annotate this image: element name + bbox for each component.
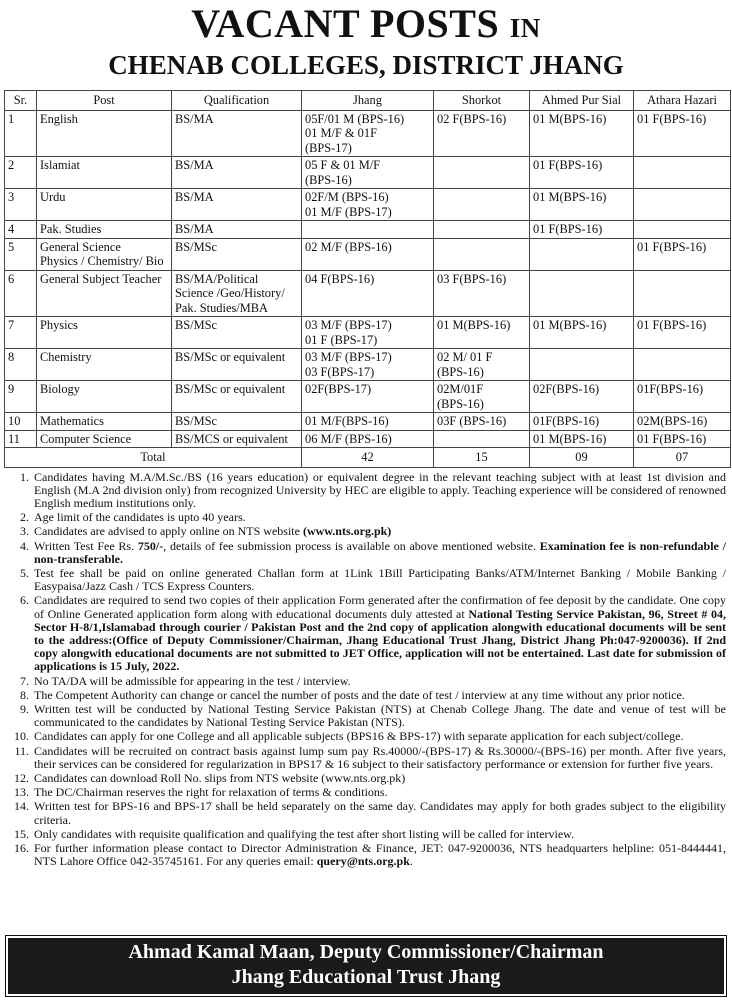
cell-sr: 1 [5, 110, 37, 157]
note-text: Age limit of the candidates is upto 40 years. [34, 510, 246, 525]
cell-jhang: 02F/M (BPS-16) 01 M/F (BPS-17) [302, 189, 434, 221]
note-text: The DC/Chairman reserves the right for relaxation of terms & conditions. [34, 785, 388, 800]
cell-qualification: BS/MA [172, 157, 302, 189]
cell-sr: 9 [5, 381, 37, 413]
page-subtitle: CHENAB COLLEGES, DISTRICT JHANG [108, 50, 624, 80]
note-text: , details of fee submission process is available on above mentioned website. [163, 538, 540, 553]
total-jhang: 42 [302, 448, 434, 468]
cell-shorkot [434, 221, 530, 239]
cell-jhang: 06 M/F (BPS-16) [302, 430, 434, 448]
cell-ahmed-pur-sial: 01 F(BPS-16) [530, 221, 634, 239]
note-item [32, 800, 726, 826]
note-text: Written test for BPS-16 and BPS-17 shall be held separately on the same day. Candidates may apply for both grades subject to the eligibility criteria. [34, 799, 726, 827]
cell-ahmed-pur-sial: 01 M(BPS-16) [530, 189, 634, 221]
note-item [32, 703, 726, 729]
table-row [5, 189, 731, 221]
note-text: For further information please contact to Director Administration & Finance, JET: 047-9200036, NTS headquarters helpline: 051-8444441, NTS Lahore Office 042-35745161. For any queries email: [34, 840, 726, 869]
cell-ahmed-pur-sial: 02F(BPS-16) [530, 381, 634, 413]
cell-jhang: 02 M/F (BPS-16) [302, 238, 434, 270]
cell-shorkot: 01 M(BPS-16) [434, 317, 530, 349]
note-item [32, 675, 726, 688]
cell-shorkot: 02 M/ 01 F (BPS-16) [434, 349, 530, 381]
cell-qualification: BS/MA/Political Science /Geo/History/ Pak. Studies/MBA [172, 270, 302, 317]
cell-shorkot: 03 F(BPS-16) [434, 270, 530, 317]
table-header-row [5, 91, 731, 111]
cell-post: Urdu [37, 189, 172, 221]
note-text: Test fee shall be paid on online generated Challan form at 1Link 1Bill Participating Banks/ATM/Internet Banking / Mobile Banking / Easypaisa/Jazz Cash / TCS Express Counters. [34, 565, 726, 594]
note-item [32, 842, 726, 868]
note-text: Candidates can download Roll No. slips from NTS website (www.nts.org.pk) [34, 770, 406, 785]
cell-post: Physics [37, 317, 172, 349]
note-bold-text: National Testing Service Pakistan, 96, Street # 04, Sector H-8/1,Islamabad through courier / Pakistan Post and the 2nd copy of application alongwith educational documents will be sent to the address:(Office of Deputy Commissioner/Chairman, Jhang Educational Trust Jhang, District Jhang Ph:047-9200036). If 2nd copy alongwith educational documents are not submitted to JET Office, application will not be entertained. Last date for submission of applications is 15 July, 2022. [34, 606, 726, 674]
note-text: Written Test Fee Rs. [34, 538, 138, 553]
footer-organization: Jhang Educational Trust Jhang [231, 966, 501, 988]
signature-footer [6, 936, 726, 996]
note-text: Only candidates with requisite qualification and qualifying the test after short listing will be called for interview. [34, 826, 575, 841]
cell-sr: 2 [5, 157, 37, 189]
cell-qualification: BS/MA [172, 221, 302, 239]
cell-shorkot [434, 430, 530, 448]
cell-shorkot: 02M/01F (BPS-16) [434, 381, 530, 413]
note-text: Candidates are advised to apply online on NTS website [34, 524, 303, 539]
page [0, 1, 732, 988]
cell-post: Computer Science [37, 430, 172, 448]
table-row [5, 221, 731, 239]
cell-post: Islamiat [37, 157, 172, 189]
note-item [32, 567, 726, 593]
note-item [32, 594, 726, 673]
cell-post: Chemistry [37, 349, 172, 381]
cell-post: General Subject Teacher [37, 270, 172, 317]
total-shorkot: 15 [434, 448, 530, 468]
note-item [32, 745, 726, 771]
terms-list [0, 471, 732, 869]
cell-jhang: 03 M/F (BPS-17) 03 F(BPS-17) [302, 349, 434, 381]
cell-athara-hazari: 01 F(BPS-16) [634, 430, 731, 448]
cell-athara-hazari: 01 F(BPS-16) [634, 317, 731, 349]
table-row [5, 157, 731, 189]
table-row [5, 413, 731, 431]
cell-shorkot [434, 238, 530, 270]
note-text: The Competent Authority can change or cancel the number of posts and the date of test / interview at any time without any prior notice. [34, 687, 685, 702]
table-row [5, 238, 731, 270]
note-text: . [409, 854, 413, 869]
cell-athara-hazari: 02M(BPS-16) [634, 413, 731, 431]
cell-qualification: BS/MA [172, 189, 302, 221]
cell-post: Mathematics [37, 413, 172, 431]
note-item [32, 772, 726, 785]
cell-qualification: BS/MCS or equivalent [172, 430, 302, 448]
cell-qualification: BS/MSc [172, 238, 302, 270]
table-row [5, 349, 731, 381]
cell-jhang: 05F/01 M (BPS-16) 01 M/F & 01F (BPS-17) [302, 110, 434, 157]
table-row [5, 110, 731, 157]
cell-ahmed-pur-sial: 01F(BPS-16) [530, 413, 634, 431]
note-text: Written test will be conducted by National Testing Service Pakistan (NTS) at Chenab College Jhang. The date and venue of test will be communicated to the candidates by National Testing Service Pakistan (NTS). [34, 701, 726, 730]
title-main: VACANT POSTS [191, 1, 500, 46]
page-title [0, 2, 732, 50]
cell-post: Biology [37, 381, 172, 413]
cell-sr: 6 [5, 270, 37, 317]
note-bold-text: (www.nts.org.pk) [302, 524, 392, 539]
note-item [32, 730, 726, 743]
cell-sr: 11 [5, 430, 37, 448]
title-in: IN [509, 13, 541, 43]
note-bold-text: 750/- [137, 538, 164, 553]
footer-authority: Ahmad Kamal Maan, Deputy Commissioner/Chairman [128, 941, 604, 963]
header-ahmed-pur-sial: Ahmed Pur Sial [530, 91, 634, 111]
note-item [32, 471, 726, 511]
cell-qualification: BS/MA [172, 110, 302, 157]
table-row [5, 317, 731, 349]
cell-sr: 10 [5, 413, 37, 431]
cell-jhang: 05 F & 01 M/F (BPS-16) [302, 157, 434, 189]
note-text: No TA/DA will be admissible for appearing in the test / interview. [34, 673, 351, 688]
header-jhang: Jhang [302, 91, 434, 111]
cell-athara-hazari [634, 270, 731, 317]
cell-athara-hazari: 01F(BPS-16) [634, 381, 731, 413]
cell-qualification: BS/MSc or equivalent [172, 349, 302, 381]
cell-sr: 8 [5, 349, 37, 381]
cell-shorkot: 02 F(BPS-16) [434, 110, 530, 157]
cell-athara-hazari [634, 221, 731, 239]
cell-jhang: 01 M/F(BPS-16) [302, 413, 434, 431]
note-item [32, 511, 726, 524]
cell-athara-hazari [634, 157, 731, 189]
table-row [5, 430, 731, 448]
note-text: Candidates will be recruited on contract basis against lump sum pay Rs.40000/-(BPS-17) & Rs.30000/-(BPS-16) per month. After five years, their services can be considered for regularization in BPS17 & 16 subject to their satisfactory performance or extension for further five years. [34, 743, 726, 771]
total-label: Total [5, 448, 302, 468]
table-body [5, 110, 731, 448]
note-text: Candidates having M.A/M.Sc./BS (16 years education) or equivalent degree in the relevant teaching subject with at least 1st division and English (M.A 2nd division only) from recognized University by HEC are eligible to apply. Teaching experience will be considered of renowned English medium institutions only. [34, 469, 726, 510]
vacancy-table [4, 90, 731, 468]
cell-ahmed-pur-sial: 01 M(BPS-16) [530, 317, 634, 349]
cell-sr: 3 [5, 189, 37, 221]
cell-athara-hazari [634, 349, 731, 381]
total-row [5, 448, 731, 468]
table-row [5, 381, 731, 413]
cell-ahmed-pur-sial [530, 349, 634, 381]
cell-post: English [37, 110, 172, 157]
cell-sr: 5 [5, 238, 37, 270]
cell-qualification: BS/MSc [172, 413, 302, 431]
cell-jhang: 02F(BPS-17) [302, 381, 434, 413]
cell-shorkot [434, 157, 530, 189]
header-qualification: Qualification [172, 91, 302, 111]
note-bold-text: Examination fee is non-refundable / non-transferable. [34, 538, 726, 566]
note-item [32, 525, 726, 538]
cell-ahmed-pur-sial [530, 238, 634, 270]
header-post: Post [37, 91, 172, 111]
cell-jhang: 04 F(BPS-16) [302, 270, 434, 317]
cell-shorkot [434, 189, 530, 221]
cell-jhang [302, 221, 434, 239]
cell-ahmed-pur-sial [530, 270, 634, 317]
cell-qualification: BS/MSc or equivalent [172, 381, 302, 413]
cell-shorkot: 03F (BPS-16) [434, 413, 530, 431]
cell-post: Pak. Studies [37, 221, 172, 239]
header-sr: Sr. [5, 91, 37, 111]
header-athara-hazari: Athara Hazari [634, 91, 731, 111]
note-text: Candidates can apply for one College and all applicable subjects (BPS16 & BPS-17) with separate application for each subject/college. [34, 729, 684, 744]
note-item [32, 689, 726, 702]
note-bold-text: query@nts.org.pk [316, 854, 410, 869]
table-row [5, 270, 731, 317]
cell-athara-hazari [634, 189, 731, 221]
cell-sr: 4 [5, 221, 37, 239]
note-item [32, 540, 726, 566]
cell-ahmed-pur-sial: 01 M(BPS-16) [530, 430, 634, 448]
cell-ahmed-pur-sial: 01 F(BPS-16) [530, 157, 634, 189]
cell-post: General Science Physics / Chemistry/ Bio [37, 238, 172, 270]
header-shorkot: Shorkot [434, 91, 530, 111]
cell-qualification: BS/MSc [172, 317, 302, 349]
cell-ahmed-pur-sial: 01 M(BPS-16) [530, 110, 634, 157]
note-text: Candidates are required to send two copies of their application Form generated after the confirmation of fee deposit by the candidate. One copy of Online Generated application form along with educational documents duly attested at [34, 593, 726, 621]
cell-jhang: 03 M/F (BPS-17) 01 F (BPS-17) [302, 317, 434, 349]
note-item [32, 828, 726, 841]
note-item [32, 786, 726, 799]
cell-athara-hazari: 01 F(BPS-16) [634, 110, 731, 157]
total-ahmed-pur-sial: 09 [530, 448, 634, 468]
total-athara-hazari: 07 [634, 448, 731, 468]
cell-sr: 7 [5, 317, 37, 349]
cell-athara-hazari: 01 F(BPS-16) [634, 238, 731, 270]
